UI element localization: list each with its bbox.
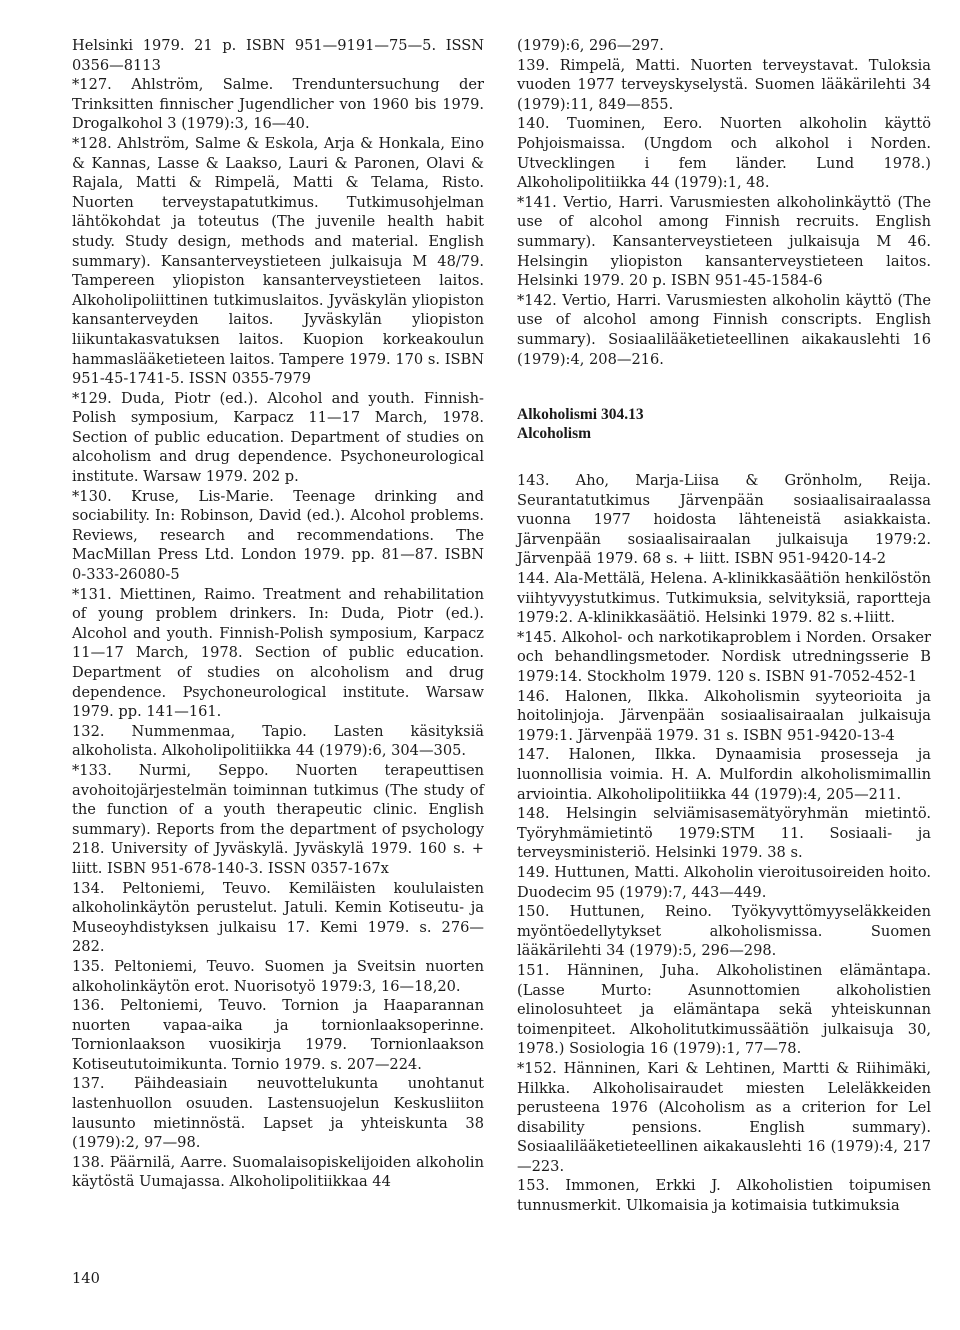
left-column xyxy=(72,36,484,1192)
bibliography-entry: 134. Peltoniemi, Teuvo. Kemiläisten koululaisten alkoholinkäytön perustelut. Jatuli. Kemin Kotiseutu- ja Museoyhdistyksen julkaisu 17. Kemi 1979. s. 276—282. xyxy=(72,879,484,956)
bibliography-entry: *141. Vertio, Harri. Varusmiesten alkoholinkäyttö (The use of alcohol among Finnish recruits. English summary). Kansanterveystieteen julkaisuja M 46. Helsingin yliopiston kansanterveystieteen laitos. Helsinki 1979. 20 p. ISBN 951-45-1584-6 xyxy=(517,193,931,290)
bibliography-entry: 151. Hänninen, Juha. Alkoholistinen elämäntapa. (Lasse Murto: Asunnottomien alkoholistien elinolosuhteet ja elämäntapa sekä yhteiskunnan toimenpiteet. Alkoholitutkimussäätiön julkaisuja 30, 1978.) Sosiologia 16 (1979):1, 77—78. xyxy=(517,961,931,1058)
bibliography-entry: *133. Nurmi, Seppo. Nuorten terapeuttisen avohoitojärjestelmän toiminnan tutkimus (The study of the function of a youth therapeutic clinic. English summary). Reports from the department of psychology 218. University of Jyväskylä. Jyväskylä 1979. 160 s. + liitt. ISBN 951-678-140-3. ISSN 0357-167x xyxy=(72,761,484,877)
bibliography-entry: *129. Duda, Piotr (ed.). Alcohol and youth. Finnish-Polish symposium, Karpacz 11—17 March, 1978. Section of public education. Department of studies on alcoholism and drug dependence. Psychoneurological institute. Warsaw 1979. 202 p. xyxy=(72,389,484,486)
bibliography-entry: 136. Peltoniemi, Teuvo. Tornion ja Haaparannan nuorten vapaa-aika ja tornionlaaksoperinne. Tornionlaakson vuosikirja 1979. Tornionlaakson Kotiseututoimikunta. Tornio 1979. s. 207—224. xyxy=(72,997,484,1073)
right-column xyxy=(517,36,931,1216)
bibliography-entry: 139. Rimpelä, Matti. Nuorten terveystavat. Tuloksia vuoden 1977 terveyskyselystä. Suomen lääkärilehti 34 (1979):11, 849—855. xyxy=(517,56,931,113)
bibliography-entry: 132. Nummenmaa, Tapio. Lasten käsityksiä alkoholista. Alkoholipolitiikka 44 (1979):6, 304—305. xyxy=(72,722,484,760)
bibliography-entry: (1979):6, 296—297. xyxy=(517,37,664,54)
bibliography-entry: *131. Miettinen, Raimo. Treatment and rehabilitation of young problem drinkers. In: Duda, Piotr (ed.). Alcohol and youth. Finnish-Polish symposium, Karpacz 11—17 March, 1978. Section of public education. Department of studies on alcoholism and drug dependence. Psychoneurological institute. Warsaw 1979. pp. 141—161. xyxy=(72,585,484,721)
bibliography-entry: 143. Aho, Marja-Liisa & Grönholm, Reija. Seurantatutkimus Järvenpään sosiaalisairaalassa vuonna 1977 hoidosta lähteneistä asiakkaista. Järvenpään sosiaalisairaalan julkaisuja 1979:2. Järvenpää 1979. 68 s. + liitt. ISBN 951-9420-14-2 xyxy=(517,472,931,568)
bibliography-entry: 148. Helsingin selviämisasemätyöryhmän mietintö. Työryhmämietintö 1979:STM 11. Sosiaali- ja terveysministeriö. Helsinki 1979. 38 s. xyxy=(517,805,931,862)
bibliography-entry: 144. Ala-Mettälä, Helena. A-klinikkasäätiön henkilöstön viihtyvyystutkimus. Tutkimuksia, selvityksiä, raportteja 1979:2. A-klinikkasäätiö. Helsinki 1979. 82 s.+liitt. xyxy=(517,570,931,627)
spacer xyxy=(517,443,931,471)
bibliography-entry: 137. Päihdeasiain neuvottelukunta unohtanut lastenhuollon osuuden. Lastensuojelun Keskusliiton lausunto mietinnöstä. Lapset ja yhteiskunta 38 (1979):2, 97—98. xyxy=(72,1075,484,1152)
page-number: 140 xyxy=(72,1270,100,1287)
bibliography-entry: 150. Huttunen, Reino. Työkyvyttömyyseläkkeiden myöntöedellytykset alkoholismissa. Suomen lääkärilehti 34 (1979):5, 296—298. xyxy=(517,903,931,960)
section-heading-english: Alcoholism xyxy=(517,425,592,443)
bibliography-entry: *142. Vertio, Harri. Varusmiesten alkoholin käyttö (The use of alcohol among Finnish conscripts. English summary). Sosiaalilääketieteellinen aikakauslehti 16 (1979):4, 208—216. xyxy=(517,291,931,368)
bibliography-entry: 153. Immonen, Erkki J. Alkoholistien toipumisen tunnusmerkit. Ulkomaisia ja kotimaisia tutkimuksia xyxy=(517,1177,931,1215)
bibliography-entry: *152. Hänninen, Kari & Lehtinen, Martti & Riihimäki, Hilkka. Alkoholisairaudet miesten Leleläkkeiden perusteena 1976 (Alcoholism as a criterion for Lel disability pensions. English summary). Sosiaalilääketieteellinen aikakauslehti 16 (1979):4, 217—223. xyxy=(517,1059,931,1175)
spacer xyxy=(517,369,931,405)
bibliography-entry: *127. Ahlström, Salme. Trenduntersuchung der Trinksitten finnischer Jugendlicher von 1960 bis 1979. Drogalkohol 3 (1979):3, 16—40. xyxy=(72,76,484,133)
section-heading: Alkoholismi 304.13 xyxy=(517,406,644,424)
bibliography-entry: 140. Tuominen, Eero. Nuorten alkoholin käyttö Pohjoismaissa. (Ungdom och alkohol i Norden. Utvecklingen i fem länder. Lund 1978.) Alkoholipolitiikka 44 (1979):1, 48. xyxy=(517,115,931,192)
bibliography-entry: 149. Huttunen, Matti. Alkoholin vieroitusoireiden hoito. Duodecim 95 (1979):7, 443—449. xyxy=(517,863,931,901)
bibliography-entry: *145. Alkohol- och narkotikaproblem i Norden. Orsaker och behandlingsmetoder. Nordisk utredningsserie B 1979:14. Stockholm 1979. 120 s. ISBN 91-7052-452-1 xyxy=(517,628,931,686)
bibliography-entry: 138. Päärnilä, Aarre. Suomalaisopiskelijoiden alkoholin käytöstä Uumajassa. Alkoholipolitiikkaa 44 xyxy=(72,1153,484,1191)
bibliography-entry: Helsinki 1979. 21 p. ISBN 951—9191—75—5. ISSN 0356—8113 xyxy=(72,37,484,74)
bibliography-entry: 135. Peltoniemi, Teuvo. Suomen ja Sveitsin nuorten alkoholinkäytön erot. Nuorisotyö 1979:3, 16—18,20. xyxy=(72,957,484,995)
bibliography-entry: 147. Halonen, Ilkka. Dynaamisia prosesseja ja luonnollisia voimia. H. A. Mulfordin alkoholismimallin arviointia. Alkoholipolitiikka 44 (1979):4, 205—211. xyxy=(517,746,931,803)
bibliography-entry: 146. Halonen, Ilkka. Alkoholismin syyteorioita ja hoitolinjoja. Järvenpään sosiaalisairaalan julkaisuja 1979:1. Järvenpää 1979. 31 s. ISBN 951-9420-13-4 xyxy=(517,687,931,744)
bibliography-entry: *130. Kruse, Lis-Marie. Teenage drinking and sociability. In: Robinson, David (ed.). Alcohol problems. Reviews, research and recommendations. The MacMillan Press Ltd. London 1979. pp. 81—87. ISBN 0-333-26080-5 xyxy=(72,487,484,584)
bibliography-entry: *128. Ahlström, Salme & Eskola, Arja & Honkala, Eino & Kannas, Lasse & Laakso, Lauri & Paronen, Olavi & Rajala, Matti & Rimpelä, Matti & Telama, Risto. Nuorten terveystapatutkimus. Tutkimusohjelman lähtökohdat ja toteutus (The juvenile health habit study. Study design, methods and material. English summary). Kansanterveystieteen julkaisuja M 48/79. Tampereen yliopiston kansanterveystieteen laitos. Alkoholipoliittinen tutkimuslaitos. Jyväskylän yliopiston kansanterveyden laitos. Jyväskylän yliopiston liikuntakasvatuksen laitos. Kuopion korkeakoulun hammaslääketieteen laitos. Tampere 1979. 170 s. ISBN 951-45-1741-5. ISSN 0355-7979 xyxy=(72,134,484,388)
